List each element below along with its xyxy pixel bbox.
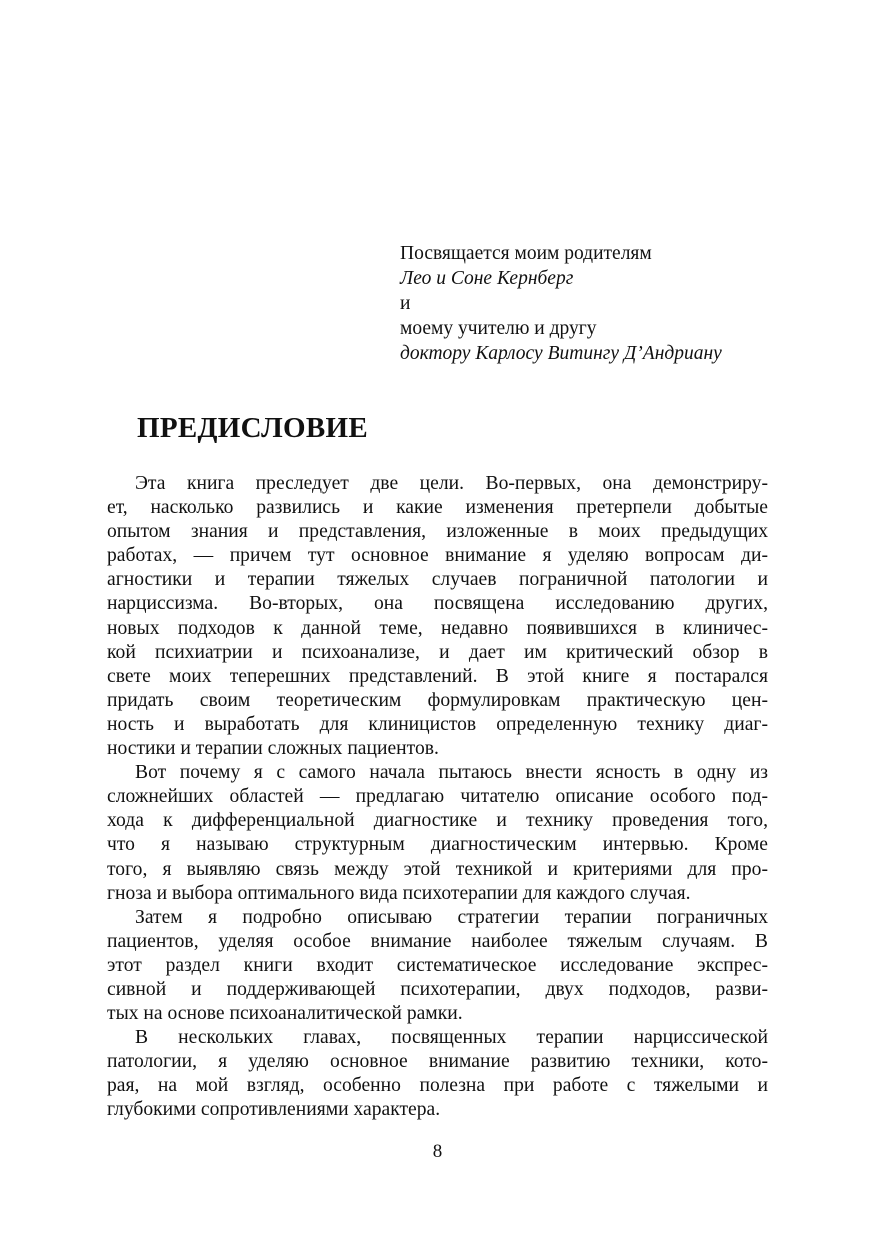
text-line: работах, — причем тут основное внимание я уделяю вопросам ди- [107, 545, 768, 567]
paragraph [107, 1026, 768, 1122]
text-line: В нескольких главах, посвященных терапии нарциссической [135, 1027, 768, 1049]
paragraph [107, 761, 768, 906]
text-line: хода к дифференциальной диагностике и технику проведения того, [107, 810, 768, 832]
text-line: что я называю структурным диагностическим интервью. Кроме [107, 834, 768, 856]
text-line: Вот почему я с самого начала пытаюсь внести ясность в одну из [135, 762, 768, 784]
page-number: 8 [432, 1141, 443, 1162]
text-line: рая, на мой взгляд, особенно полезна при работе с тяжелыми и [107, 1075, 768, 1097]
dedication-line: моему учителю и другу [400, 318, 597, 339]
text-line: новых подходов к данной теме, недавно появившихся в клиничес- [107, 617, 768, 639]
text-line: сложнейших областей — предлагаю читателю описание особого под- [107, 786, 768, 808]
dedication-line: Лео и Соне Кернберг [400, 268, 574, 289]
section-heading: ПРЕДИСЛОВИЕ [137, 412, 369, 444]
text-line: этот раздел книги входит систематическое исследование экспрес- [107, 954, 768, 976]
text-line: кой психиатрии и психоанализе, и дает им критический обзор в [107, 641, 768, 663]
text-line: гноза и выбора оптимального вида психотерапии для каждого случая. [107, 882, 691, 904]
text-line: агностики и терапии тяжелых случаев пограничной патологии и [107, 569, 768, 591]
text-line: свете моих теперешних представлений. В этой книге я постарался [107, 665, 768, 687]
text-line: ет, насколько развились и какие изменения претерпели добытые [107, 497, 768, 519]
paragraph [107, 906, 768, 1026]
text-line: сивной и поддерживающей психотерапии, двух подходов, разви- [107, 978, 768, 1000]
paragraph [107, 472, 768, 761]
text-line: Затем я подробно описываю стратегии терапии пограничных [135, 906, 768, 928]
text-line: того, я выявляю связь между этой техникой и критериями для про- [107, 858, 768, 880]
dedication-line: доктору Карлосу Витингу Д’Андриану [400, 343, 722, 364]
text-line: патологии, я уделяю основное внимание развитию техники, кото- [107, 1051, 768, 1073]
text-line: придать своим теоретическим формулировкам практическую цен- [107, 689, 768, 711]
text-line: опытом знания и представления, изложенные в моих предыдущих [107, 521, 768, 543]
text-line: ность и выработать для клиницистов определенную технику диаг- [107, 713, 768, 735]
text-line: нарциссизма. Во-вторых, она посвящена исследованию других, [107, 593, 768, 615]
text-line: пациентов, уделяя особое внимание наиболее тяжелым случаям. В [107, 930, 768, 952]
dedication-line: Посвящается моим родителям [400, 243, 652, 264]
text-line: Эта книга преследует две цели. Во-первых, она демонстриру- [135, 473, 768, 494]
dedication-line: и [400, 293, 411, 314]
dedication [400, 241, 722, 366]
text-line: глубокими сопротивлениями характера. [107, 1099, 441, 1121]
body-text [107, 472, 768, 1123]
text-line: тых на основе психоаналитической рамки. [107, 1003, 463, 1025]
text-line: ностики и терапии сложных пациентов. [107, 738, 439, 760]
